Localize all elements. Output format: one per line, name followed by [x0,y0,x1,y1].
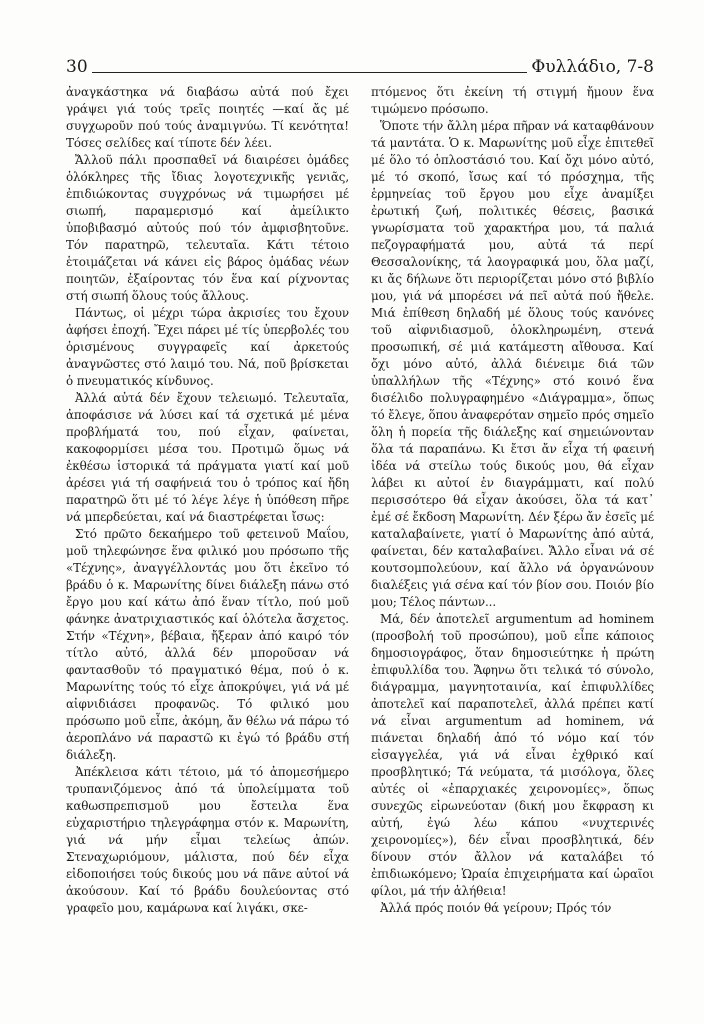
paragraph: ἀναγκάστηκα νά διαβάσω αὐτά πού ἔχει γράψει γιά τούς τρεῖς ποιητές —καί ἄς μέ συγχωροῦν πού τούς ἀναμιγνύω. Τί κενότητα! Τόσες σελίδες καί τίποτε δέν λέει. [66,85,349,150]
page-number: 30 [66,57,88,77]
running-header [66,52,654,76]
header-rule [92,72,528,73]
paragraph: πτόμενος ὅτι ἐκείνη τή στιγμή ἤμουν ἕνα τιμώμενο πρόσωπο. [371,85,654,116]
paragraph: Ἄλλοῦ πάλι προσπαθεῖ νά διαιρέσει ὁμάδες ὁλόκληρες τῆς ἴδιας λογοτεχνικῆς γενιᾶς, ἐπιδιώκοντας συγχρόνως νά τιμωρήσει μέ σιωπή, παραμερισμό καί ἀμείλικτο ὑποβιβασμό αὐτούς πού τόν ἀμφισβητοῦνε. Τόν παρατηρῶ, τελευταῖα. Κάτι τέτοιο ἑτοιμάζεται νά κάνει εἰς βάρος ὁμάδας νέων ποιητῶν, ἐξαίροντας τόν ἕνα καί ρίχνοντας στή σιωπή ὅλους τούς ἄλλους. [66,153,349,303]
paragraph: Πάντως, οἱ μέχρι τώρα ἀκρισίες του ἔχουν ἀφήσει ἐποχή. Ἔχει πάρει μέ τίς ὑπερβολές του ὁρισμένους συγγραφεῖς καί ἀρκετούς ἀναγνῶστες στό λαιμό του. Νά, ποῦ βρίσκεται ὁ πνευματικός κίνδυνος. [66,306,349,388]
paragraph: Ἀλλά πρός ποιόν θά γείρουν; Πρός τόν [380,901,612,915]
paragraph: Ἀπέκλεισα κάτι τέτοιο, μά τό ἀπομεσήμερο τρυπανιζόμενος ἀπό τά ὑπολείμματα τοῦ καθωσπρεπισμοῦ μου ἔστειλα ἕνα εὐχαριστήριο τηλεγράφημα στόν κ. Μαρωνίτη, γιά νά μήν εἶμαι τελείως ἀπών. Στεναχωριόμουν, μάλιστα, πού δέν εἶχα εἰδοποιήσει τούς δικούς μου νά πᾶνε αὐτοί νά ἀκούσουν. Καί τό βράδυ δουλεύοντας στό γραφεῖο μου, καμάρωνα καί λιγάκι, σκε- [66,765,349,915]
paragraph: Στό πρῶτο δεκαήμερο τοῦ φετεινοῦ Μαΐου, μοῦ τηλεφώνησε ἕνα φιλικό μου πρόσωπο τῆς «Τέχνης», ἀναγγέλλοντάς μου ὅτι ἐκεῖνο τό βράδυ ὁ κ. Μαρωνίτης δίνει διάλεξη πάνω στό ἔργο μου καί κάτω ἀπό ἕναν τίτλο, πού μοῦ φάνηκε ἀνατριχιαστικός καί ὁλότελα ἄσχετος. Στήν «Τέχνη», βέβαια, ἤξεραν ἀπό καιρό τόν τίτλο αὐτό, ἀλλά δέν μποροῦσαν νά φαντασθοῦν τό πραγματικό θέμα, πού ὁ κ. Μαρωνίτης τούς τό εἶχε ἀποκρύψει, γιά νά μέ αἰφνιδιάσει προφανῶς. Τό φιλικό μου πρόσωπο μοῦ εἶπε, ἀκόμη, ἄν θέλω νά πάρω τό ἀεροπλάνο νά παραστῶ κι ἐγώ τό βράδυ στή διάλεξη. [66,527,349,762]
paragraph: Μά, δέν ἀποτελεῖ argumentum ad hominem (προσβολή τοῦ προσώπου), μοῦ εἶπε κάποιος δημοσιογράφος, ὅταν δημοσιεύτηκε ἡ πρώτη ἐπιφυλλίδα του. Ἄφηνω ὅτι τελικά τό σύνολο, διάγραμμα, μαγνητοταινία, καί ἐπιφυλλίδες ἀποτελεῖ καί παραποτελεῖ, ἀλλά πρέπει κατί νά εἶναι argumentum ad hominem, νά πιάνεται δηλαδή ἀπό τό νόμο καί τόν εἰσαγγελέα, γιά νά εἶναι ἐχθρικό καί προσβλητικό; Τά νεύματα, τά μισόλογα, ὅλες αὐτές οἱ «ἐπαρχιακές χειρονομίες», ὅπως συνεχῶς εἰρωνεύοταν (δική μου ἔκφραση κι αὐτή, ἐγώ λέω κάπου «νυχτερινές χειρονομίες»), δέν εἶναι προσβλητικά, δέν δίνουν στόν ἄλλον νά καταλάβει τό ἐπιδιωκόμενο; Ὡραία ἐπιχειρήματα καί ὡραῖοι φίλοι, μά τήν ἀλήθεια! [371,612,654,898]
paragraph: Ὅποτε τήν ἄλλη μέρα πῆραν νά καταφθάνουν τά μαντάτα. Ὁ κ. Μαρωνίτης μοῦ εἶχε ἐπιτεθεῖ μέ ὅλο τό ὁπλοστάσιό του. Καί ὄχι μόνο αὐτό, μέ τό σκοπό, ἴσως καί τό πρόσχημα, τῆς ἑρμηνείας τοῦ ἔργου μου εἶχε ἀναμίξει ἐρωτική ζωή, πολιτικές θέσεις, βασικά γνωρίσματα τοῦ χαρακτήρα μου, τά παλιά πεζογραφήματά μου, αὐτά τά περί Θεσσαλονίκης, τά λαογραφικά μου, ὅλα μαζί, κι ἄς δήλωνε ὅτι περιορίζεται μόνο στό βιβλίο μου, γιά νά μπορέσει νά πεῖ αὐτά πού ἤθελε. Μιά ἐπίθεση δηλαδή μέ ὅλους τούς κανόνες τοῦ αἰφνιδιασμοῦ, ὁλοκληρωμένη, στενά προσωπική, σέ μιά κατάμεστη αἴθουσα. Καί ὄχι μόνο αὐτό, ἀλλά διένειμε διά τῶν ὑπαλλήλων τῆς «Τέχνης» στό κοινό ἕνα δισέλιδο πολυγραφημένο «Διάγραμμα», ὅπως τό ἔλεγε, ὅπου ἀναφερόταν σημεῖο πρός σημεῖο ὅλη ἡ πορεία τῆς διάλεξης καί σημειώνονταν ὅλα τά παραπάνω. Κι ἔτσι ἄν εἶχα τή φαεινή ἰδέα νά στείλω τούς δικούς μου, θά εἶχαν λάβει κι αὐτοί ἐν διαγράμματι, καί πολύ περισσότερο θά εἶχαν ἀκούσει, ὅλα τά κατ᾽ ἐμέ σέ ἔκδοση Μαρωνίτη. Δέν ξέρω ἄν ἐσεῖς μέ καταλαβαίνετε, γιατί ὁ Μαρωνίτης ἀπό αὐτά, φαίνεται, δέν καταλαβαίνει. Ἄλλο εἶναι νά σέ κουτσομπολεύουν, καί ἄλλο νά ὀργανώνουν διαλέξεις γιά σένα καί τόν βίον σου. Ποιόν βίο μου; Τέλος πάντων... [371,119,654,609]
running-title: Φυλλάδιο, 7-8 [531,57,654,77]
right-column [371,84,654,917]
paragraph: Ἀλλά αὐτά δέν ἔχουν τελειωμό. Τελευταῖα, ἀποφάσισε νά λύσει καί τά σχετικά μέ μένα προβλήματά του, πού εἶχαν, φαίνεται, κακοφορμίσει μέσα του. Προτιμῶ ὅμως νά ἐκθέσω ἱστορικά τά πράγματα γιατί καί μοῦ ἀρέσει γιά τή σαφήνειά του ὁ τρόπος καί ἤδη παρατηρῶ ὅτι μέ τό λέγε λέγε ἡ ὑπόθεση πῆρε νά μπερδεύεται, καί νά διαστρέφεται ἴσως: [66,391,349,524]
left-column [66,84,349,917]
